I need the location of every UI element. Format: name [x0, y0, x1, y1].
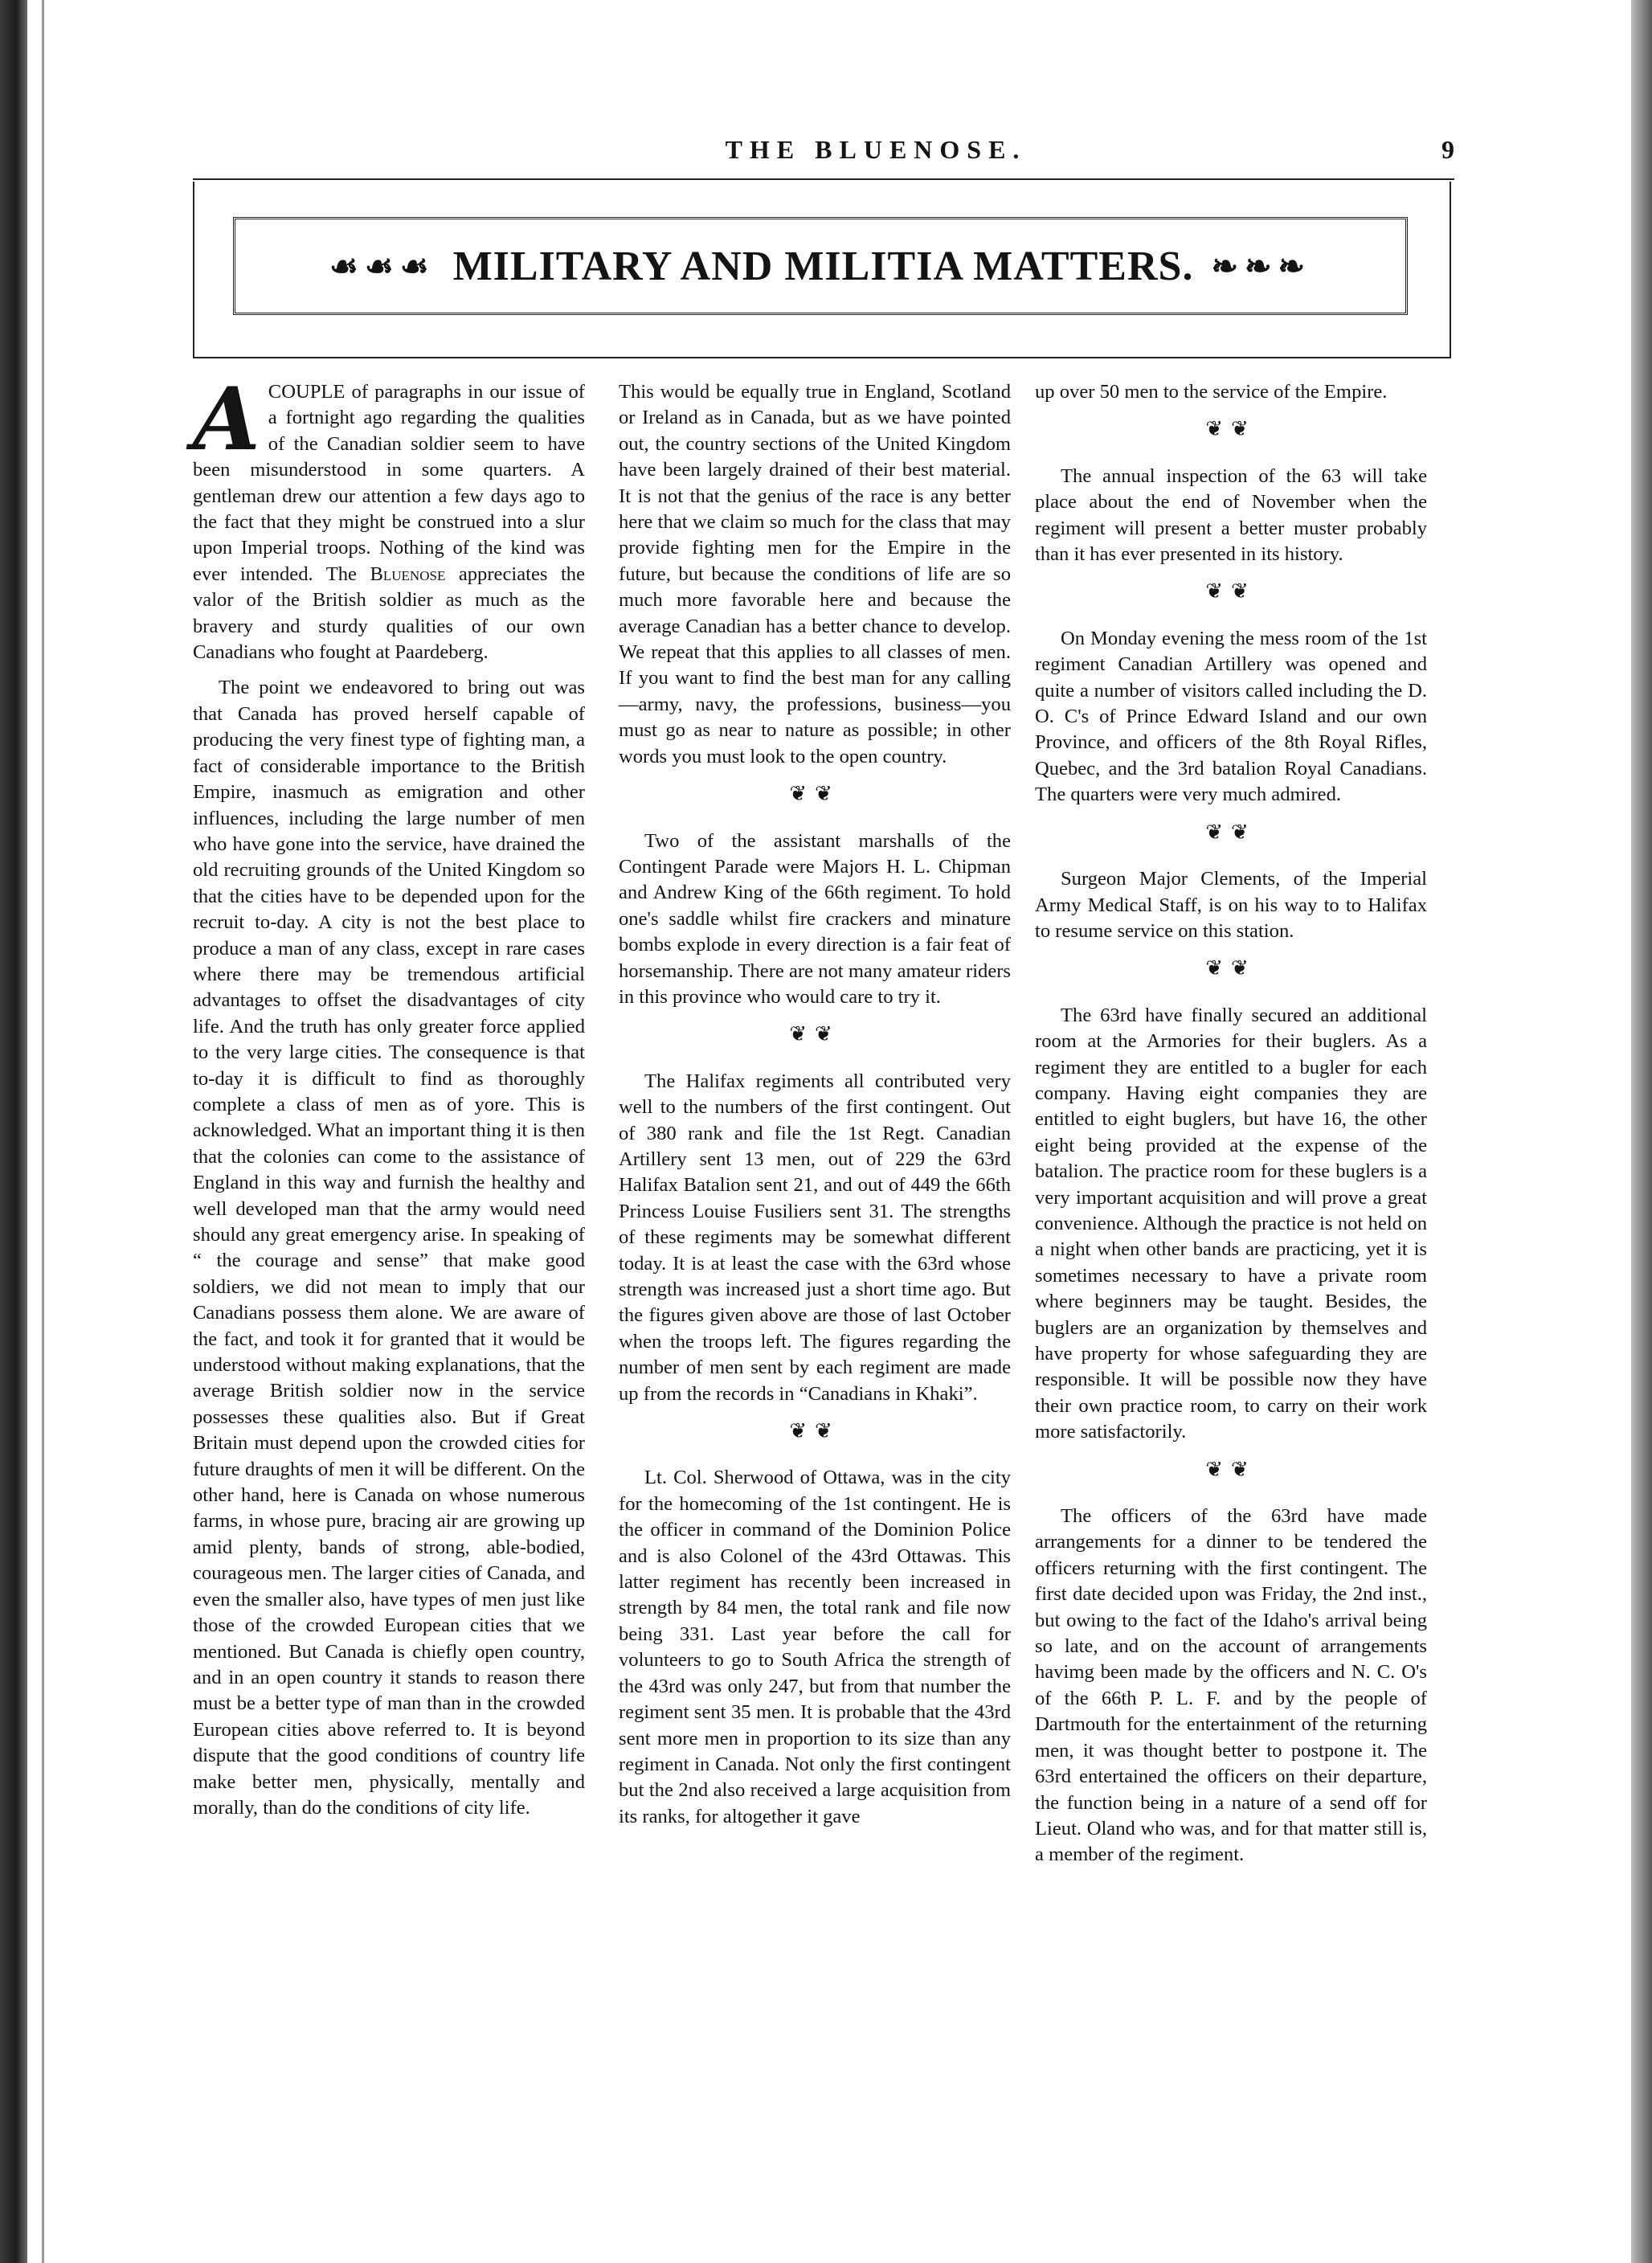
column-1 [193, 369, 585, 1831]
running-title: THE BLUENOSE. [725, 135, 1027, 164]
paragraph: Two of the assistant marshalls of the Contingent Parade were Majors H. L. Chipman and Andrew King of the 66th regiment. To hold one's saddle whilst fire crackers and minature bombs explode in every direction is a fair feat of horsemanship. There are not many amateur riders in this province who would care to try it. [619, 829, 1011, 1008]
paragraph: The 63rd have finally secured an additional room at the Armories for their buglers. As a regiment they are entitled to a bugler for each company. Having eight companies they are entitled to eight buglers, but have 16, the other eight being provided at the expense of the batalion. The practice room for these buglers is a very important acquisition and will prove a great convenience. Although the practice is not held on a night when other bands are practicing, yet it is sometimes necessary to have a private room where beginners may be taught. Besides, the buglers are an organization by themselves and have property for whose safeguarding they are responsible. It will be possible now they have their own practice room, to carry on their work more satisfactorily. [1035, 1004, 1427, 1443]
title-box [233, 217, 1408, 315]
paragraph: The officers of the 63rd have made arrangements for a dinner to be tendered the officers returning with the first contingent. The first date decided upon was Friday, the 2nd inst., but owing to the fact of the Idaho's arrival being so late, and on the account of arrangements havimg been made by the officers and N. C. O's of the 66th P. L. F. and by the people of Dartmouth for the entertainment of the returning men, it was thought better to postpone it. The 63rd entertained the officers on their departure, the function being in a nature of a send off for Lieut. Oland who was, and for that matter still is, a member of the regiment. [1035, 1505, 1427, 1866]
header-rule [193, 178, 1454, 180]
paragraph-text: appreciates the valor of the British soldier as much as the bravery and sturdy qualities of our own Canadians who fought at Paardeberg. [193, 563, 585, 664]
ornament-right: ❧❧❧ [1211, 248, 1311, 284]
separator-ornament: ❦❦ [1205, 820, 1257, 844]
running-head [193, 135, 1454, 175]
separator-ornament: ❦❦ [1205, 1457, 1257, 1481]
paragraph: On Monday evening the mess room of the 1st regiment Canadian Artillery was opened and quite a number of visitors called including the D. O. C's of Prince Edward Island and our own Province, and officers of the 8th Royal Rifles, Quebec, and the 3rd batalion Royal Canadians. The quarters were very much admired. [1035, 627, 1427, 806]
separator-ornament: ❦❦ [789, 1419, 840, 1443]
paragraph: Lt. Col. Sherwood of Ottawa, was in the city for the homecoming of the 1st contingent. He is the officer in command of the Dominion Police and is also Colonel of the 43rd Ottawas. This latter regiment has recently been increased in strength by 84 men, the total rank and file now being 331. Last year before the call for volunteers to go to South Africa the strength of the 43rd was only 247, but from that number the regiment sent 35 men. It is probable that the 43rd sent more men in proportion to its size than any regiment in Canada. Not only the first contingent but the 2nd also received a large acquisition from its ranks, for altogether it gave [619, 1467, 1011, 1827]
title-frame [193, 182, 1451, 358]
paragraph-text: COUPLE of paragraphs in our issue of a fortnight ago regarding the qualities of the Canadian soldier seem to have been misunderstood in some quarters. A gentleman drew our attention a few days ago to the fact that they might be construed into a slur upon Imperial troops. Nothing of the kind was ever intended. The [193, 381, 585, 585]
section-title: MILITARY AND MILITIA MATTERS. [452, 243, 1194, 289]
paragraph: The annual inspection of the 63 will take place about the end of November when the regiment will present a better muster probably than it has ever presented in its history. [1035, 464, 1427, 566]
separator-ornament: ❦❦ [1205, 417, 1257, 441]
column-2 [619, 379, 1011, 1839]
drop-cap: A [193, 369, 260, 470]
page-edge [1631, 0, 1652, 2263]
separator-ornament: ❦❦ [1205, 579, 1257, 604]
page-number: 9 [1441, 135, 1454, 164]
paragraph: The point we endeavored to bring out was that Canada has proved herself capable of producing the very finest type of fighting man, a fact of considerable importance to the British Empire, inasmuch as emigration and other influences, including the large number of men who have gone into the service, have drained the old recruiting grounds of the United Kingdom so that the cities have to be depended upon for the recruit to-day. A city is not the best place to produce a man of any class, except in rare cases where there may be tremendous artificial advantages to offset the disadvantages of city life. And the truth has only greater force applied to the very large cities. The consequence is that to-day it is difficult to find as thoroughly complete a class of men as of yore. This is acknowledged. What an important thing it is then that the colonies can come to the assistance of England in this way and furnish the healthy and well developed man that the army would need should any great emergency arise. In speaking of “ the courage and sense” that make good soldiers, we did not mean to imply that our Canadians possess them alone. We are aware of the fact, and took it for granted that it would be understood without making explanations, that the average British soldier now in the service possesses these qualities also. But if Great Britain must depend upon the crowded cities for future draughts of men it will be different. On the other hand, here is Canada on whose numerous farms, in whose pure, bracing air are growing up amid plenty, bands of strong, able-bodied, courageous men. The larger cities of Canada, and even the smaller also, have types of men just like those of the crowded European cities that we mentioned. But Canada is chiefly open country, and in an open country it stands to reason there must be a better type of man than in the crowded European cities above referred to. It is beyond dispute that the good conditions of country life make better men, physically, mentally and morally, than do the conditions of city life. [193, 677, 585, 1819]
paragraph: up over 50 men to the service of the Empire. [1035, 381, 1388, 403]
paper-name: Bluenose [370, 563, 446, 585]
column-3 [1035, 379, 1427, 1878]
binding-edge [0, 0, 27, 2263]
paragraph: Surgeon Major Clements, of the Imperial Army Medical Staff, is on his way to to Halifax to resume service on this station. [1035, 868, 1427, 942]
separator-ornament: ❦❦ [789, 782, 840, 806]
article-columns [193, 369, 1456, 2051]
paragraph [193, 369, 585, 665]
separator-ornament: ❦❦ [1205, 956, 1257, 980]
separator-ornament: ❦❦ [789, 1022, 840, 1046]
paragraph: This would be equally true in England, Scotland or Ireland as in Canada, but as we have pointed out, the country sections of the United Kingdom have been largely drained of their best material. It is not that the genius of the race is any better here that we claim so much for the class that may provide fighting men for the Empire in the future, but because the conditions of life are so much more favorable here and because the average Canadian has a better chance to develop. We repeat that this applies to all classes of men. If you want to find the best man for any calling—army, navy, the professions, business—you must go as near to nature as possible; in other words you must look to the open country. [619, 381, 1011, 767]
ornament-left: ☙☙☙ [329, 248, 435, 284]
gutter-line [42, 0, 44, 2263]
paragraph: The Halifax regiments all contributed very well to the numbers of the first contingent. Out of 380 rank and file the 1st Regt. Canadian Artillery sent 13 men, out of 229 the 63rd Halifax Batalion sent 21, and out of 449 the 66th Princess Louise Fusiliers sent 31. The strengths of these regiments may be somewhat different today. It is at least the case with the 63rd whose strength was increased just a short time ago. But the figures given above are those of last October when the troops left. The figures regarding the number of men sent by each regiment are made up from the records in “Canadians in Khaki”. [619, 1070, 1011, 1405]
